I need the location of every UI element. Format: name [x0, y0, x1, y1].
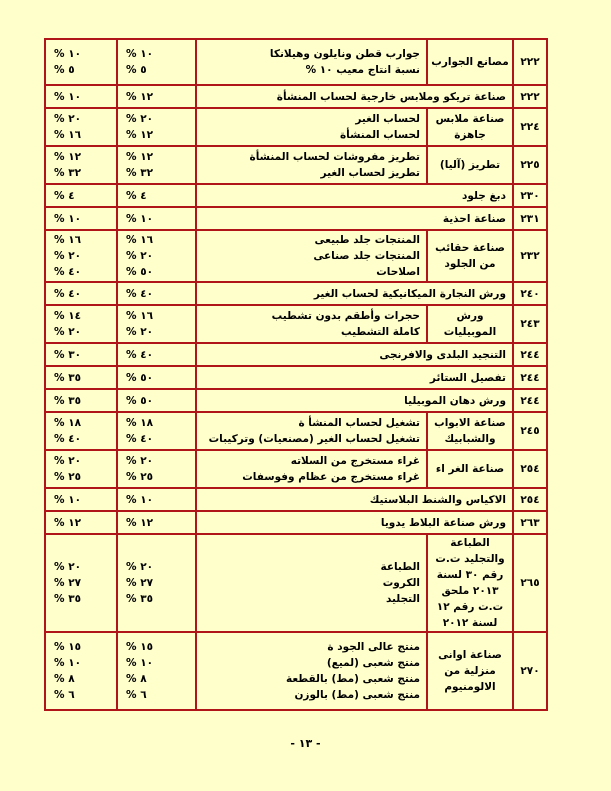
cell-line: % ١٠ [126, 48, 154, 60]
cell-line: % ٢٠ [54, 250, 82, 262]
activity-code: ٢٤٤ [513, 343, 547, 366]
activity-code: ٢٢٢ [513, 39, 547, 85]
cell-line: % ١٦ [126, 234, 154, 246]
rate-column-2 [45, 39, 117, 85]
cell-line: % ٢٠ [126, 326, 154, 338]
rate-column-2 [45, 511, 117, 534]
rate-column-1 [117, 108, 196, 146]
cell-line: التجليد [385, 593, 420, 605]
cell-line: % ٤ [54, 189, 75, 202]
cell-line: % ٤٠ [126, 287, 154, 300]
cell-line: المنتجات جلد طبيعى [314, 234, 420, 246]
activity-details [196, 146, 427, 184]
cell-line: منتج عالى الجود ة [327, 641, 420, 653]
activity-name: الاكياس والشنط البلاستيك [196, 488, 513, 511]
rate-column-2 [45, 632, 117, 710]
cell-line: % ٤ [126, 189, 147, 202]
activity-code: ٢٧٠ [513, 632, 547, 710]
cell-line: % ١٦ [126, 310, 154, 322]
cell-line: % ٦ [54, 689, 75, 701]
rate-column-2 [45, 389, 117, 412]
activity-details [196, 108, 427, 146]
cell-line: % ٢٠ [54, 113, 82, 125]
activity-name: دبغ جلود [196, 184, 513, 207]
cell-line: غراء مستخرج من عظام وفوسفات [242, 471, 420, 483]
rate-column-1 [117, 184, 196, 207]
activity-name: صناعة احذية [196, 207, 513, 230]
cell-line: % ١٦ [54, 234, 82, 246]
activity-details [196, 412, 427, 450]
cell-line: % ٢٥ [126, 471, 154, 483]
cell-line: % ٢٠ [126, 250, 154, 262]
rate-column-1 [117, 511, 196, 534]
cell-line: % ٥ [126, 64, 147, 76]
cell-line: المنتجات جلد صناعى [313, 250, 420, 262]
activity-code: ٢٣٠ [513, 184, 547, 207]
cell-line: % ١٤ [54, 310, 82, 322]
table-row [45, 282, 547, 305]
cell-line: % ١٠ [126, 657, 154, 669]
cell-line: % ٢٧ [54, 577, 82, 589]
cell-line: منتج شعبى (لميع) [326, 657, 420, 669]
activity-code: ٢٤٤ [513, 389, 547, 412]
activity-details [196, 450, 427, 488]
rate-column-1 [117, 488, 196, 511]
cell-line: % ١٢ [126, 516, 154, 529]
table-row [45, 146, 547, 184]
activity-code: ٢٥٤ [513, 450, 547, 488]
cell-line: % ٢٠ [54, 326, 82, 338]
activity-code: ٢٣١ [513, 207, 547, 230]
page-number: - ١٣ - [290, 737, 321, 750]
cell-line: % ١٢ [126, 90, 154, 103]
rate-column-2 [45, 282, 117, 305]
activity-name: ورش دهان الموبيليا [196, 389, 513, 412]
cell-line: % ٥٠ [126, 371, 154, 384]
cell-line: % ٤٠ [54, 266, 82, 278]
rate-column-2 [45, 305, 117, 343]
cell-line: % ٨ [126, 673, 147, 685]
table-row [45, 305, 547, 343]
cell-line: % ٦ [126, 689, 147, 701]
cell-line: % ٢٠ [54, 455, 82, 467]
rate-column-2 [45, 85, 117, 108]
cell-line: % ١٠ [126, 493, 154, 506]
rate-column-1 [117, 207, 196, 230]
rate-column-2 [45, 366, 117, 389]
cell-line: تطريز لحساب الغير [320, 167, 420, 179]
cell-line: حجرات وأطقم بدون تشطيب [271, 310, 420, 322]
cell-line: تشغيل لحساب المنشأ ة [298, 417, 420, 429]
rate-column-2 [45, 534, 117, 632]
cell-line: % ٤٠ [54, 287, 82, 300]
cell-line: كاملة التشطيب [340, 326, 420, 338]
cell-line: الكروت [382, 577, 420, 589]
activity-code: ٢٤٤ [513, 366, 547, 389]
rate-column-2 [45, 108, 117, 146]
cell-line: % ٢٠ [126, 455, 154, 467]
activity-name: صناعة اوانى منزلية من الالومنيوم [427, 632, 513, 710]
table-row [45, 412, 547, 450]
cell-line: % ٣٢ [54, 167, 82, 179]
activity-name: ورش صناعة البلاط يدويا [196, 511, 513, 534]
rate-column-1 [117, 389, 196, 412]
cell-line: % ٢٠ [126, 561, 154, 573]
rate-column-2 [45, 343, 117, 366]
activity-details [196, 230, 427, 282]
rate-column-1 [117, 534, 196, 632]
table-row [45, 488, 547, 511]
cell-line: % ٢٧ [126, 577, 154, 589]
activity-details [196, 632, 427, 710]
cell-line: % ٢٠ [54, 561, 82, 573]
rate-column-1 [117, 85, 196, 108]
cell-line: % ١٠ [54, 90, 82, 103]
activity-name: صناعة حقائب من الجلود [427, 230, 513, 282]
table-row [45, 207, 547, 230]
cell-line: % ١٨ [126, 417, 154, 429]
cell-line: % ٣٠ [54, 348, 82, 361]
cell-line: % ٢٠ [126, 113, 154, 125]
activity-code: ٢٤٣ [513, 305, 547, 343]
table-row [45, 632, 547, 710]
rate-column-2 [45, 230, 117, 282]
rate-column-1 [117, 412, 196, 450]
rate-column-1 [117, 39, 196, 85]
activity-name: ورش النجارة الميكانيكية لحساب الغير [196, 282, 513, 305]
cell-line: لحساب المنشأة [339, 129, 420, 141]
cell-line: % ١٥ [126, 641, 154, 653]
rate-column-2 [45, 488, 117, 511]
rate-column-1 [117, 366, 196, 389]
cell-line: % ١٠ [54, 48, 82, 60]
activity-code: ٢٦٥ [513, 534, 547, 632]
activity-name: صناعة تريكو وملابس خارجية لحساب المنشأة [196, 85, 513, 108]
activity-name: صناعة الابواب والشبابيك [427, 412, 513, 450]
activity-details [196, 305, 427, 343]
table-row [45, 39, 547, 85]
rate-column-1 [117, 230, 196, 282]
rate-column-1 [117, 632, 196, 710]
activity-code: ٢٢٢ [513, 85, 547, 108]
table-row [45, 230, 547, 282]
activity-name: ورش الموبيليات [427, 305, 513, 343]
activity-code: ٢٥٤ [513, 488, 547, 511]
table-row [45, 511, 547, 534]
rate-column-2 [45, 450, 117, 488]
cell-line: % ١٥ [54, 641, 82, 653]
cell-line: الطباعة [380, 561, 420, 573]
cell-line: % ١٢ [54, 516, 82, 529]
cell-line: % ٥٠ [126, 266, 154, 278]
rate-column-1 [117, 450, 196, 488]
activity-code: ٢٤٠ [513, 282, 547, 305]
activity-name: صناعة الغر اء [427, 450, 513, 488]
cell-line: % ٣٥ [126, 593, 154, 605]
table-row [45, 108, 547, 146]
cell-line: % ٥٠ [126, 394, 154, 407]
activity-name: صناعة ملابس جاهزة [427, 108, 513, 146]
rate-column-1 [117, 343, 196, 366]
rate-column-1 [117, 282, 196, 305]
table-row [45, 389, 547, 412]
cell-line: غراء مستخرج من السلاته [290, 455, 420, 467]
activity-code: ٢٦٣ [513, 511, 547, 534]
cell-line: % ٤٠ [54, 433, 82, 445]
cell-line: % ١٠ [54, 493, 82, 506]
cell-line: % ١٢ [54, 151, 82, 163]
cell-line: منتج شعبى (مط) بالقطعة [285, 673, 420, 685]
cell-line: % ١٠ [54, 212, 82, 225]
activity-name: تطريز (آليا) [427, 146, 513, 184]
rate-column-1 [117, 305, 196, 343]
cell-line: % ١٢ [126, 151, 154, 163]
cell-line: لحساب الغير [355, 113, 420, 125]
cell-line: % ٥ [54, 64, 75, 76]
table-row [45, 366, 547, 389]
cell-line: % ٣٥ [54, 593, 82, 605]
rate-column-2 [45, 146, 117, 184]
cell-line: % ٤٠ [126, 348, 154, 361]
rate-column-2 [45, 184, 117, 207]
activity-details [196, 534, 427, 632]
cell-line: اصلاحات [376, 266, 420, 278]
cell-line: % ١٨ [54, 417, 82, 429]
table-row [45, 450, 547, 488]
rates-table [44, 38, 548, 711]
cell-line: نسبة انتاج معيب ١٠ % [305, 64, 420, 76]
table-row [45, 343, 547, 366]
table-row [45, 534, 547, 632]
cell-line: % ٣٥ [54, 394, 82, 407]
cell-line: % ١٢ [126, 129, 154, 141]
activity-name: مصانع الجوارب [427, 39, 513, 85]
rate-column-2 [45, 207, 117, 230]
table-row [45, 184, 547, 207]
activity-name: الطباعة والتجليد ت.ت رقم ٣٠ لسنة ٢٠١٣ ملحق ت.ت رقم ١٢ لسنة ٢٠١٢ [427, 534, 513, 632]
activity-name: تفصيل الستائر [196, 366, 513, 389]
table-row [45, 85, 547, 108]
activity-details [196, 39, 427, 85]
cell-line: % ١٦ [54, 129, 82, 141]
cell-line: % ١٠ [126, 212, 154, 225]
activity-code: ٢٢٥ [513, 146, 547, 184]
cell-line: % ٣٥ [54, 371, 82, 384]
activity-name: التنجيد البلدى والافرنجى [196, 343, 513, 366]
cell-line: % ٤٠ [126, 433, 154, 445]
cell-line: منتج شعبى (مط) بالوزن [294, 689, 420, 701]
cell-line: % ١٠ [54, 657, 82, 669]
activity-code: ٢٢٤ [513, 108, 547, 146]
cell-line: تطريز مفروشات لحساب المنشأة [249, 151, 420, 163]
rate-column-2 [45, 412, 117, 450]
cell-line: % ٢٥ [54, 471, 82, 483]
activity-code: ٢٤٥ [513, 412, 547, 450]
cell-line: جوارب قطن ونايلون وهيلانكا [269, 48, 420, 60]
cell-line: تشغيل لحساب الغير (مصنعيات) وتركيبات [208, 433, 420, 445]
cell-line: % ٣٢ [126, 167, 154, 179]
activity-code: ٢٣٢ [513, 230, 547, 282]
cell-line: % ٨ [54, 673, 75, 685]
rate-column-1 [117, 146, 196, 184]
